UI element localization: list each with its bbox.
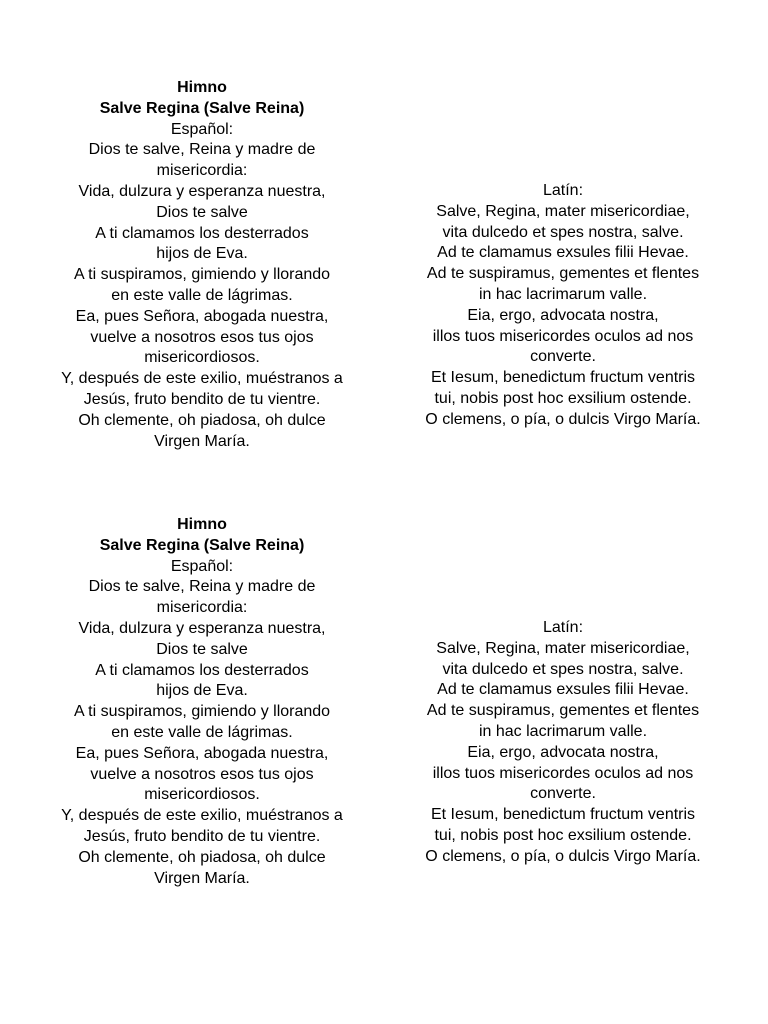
hymn-line: A ti suspiramos, gimiendo y llorando <box>73 266 331 284</box>
hymn-spanish-text-2 <box>0 515 404 889</box>
hymn-line: in hac lacrimarum valle. <box>478 285 648 303</box>
hymn-line: Salve, Regina, mater misericordiae, <box>436 202 690 220</box>
hymn-line: misericordiosos. <box>144 349 260 367</box>
hymn-line: tui, nobis post hoc exsilium ostende. <box>434 389 692 407</box>
hymn-line: misericordiosos. <box>144 786 260 804</box>
spanish-label: Español: <box>170 557 234 575</box>
hymn-line: A ti clamamos los desterrados <box>95 224 309 242</box>
hymn-line: Eia, ergo, advocata nostra, <box>467 306 659 324</box>
hymn-heading: Himno <box>177 79 227 96</box>
hymn-line: vita dulcedo et spes nostra, salve. <box>442 660 684 678</box>
hymn-line: hijos de Eva. <box>156 682 248 700</box>
hymn-line: misericordia: <box>156 599 248 617</box>
hymn-line: Jesús, fruto bendito de tu vientre. <box>83 390 321 408</box>
hymn-line: Dios te salve, Reina y madre de <box>88 578 316 596</box>
hymn-title: Salve Regina (Salve Reina) <box>99 99 305 117</box>
hymn-line: Vida, dulzura y esperanza nuestra, <box>78 619 326 637</box>
hymn-line: Oh clemente, oh piadosa, oh dulce <box>78 848 326 866</box>
hymn-line: en este valle de lágrimas. <box>111 286 293 304</box>
hymn-line: tui, nobis post hoc exsilium ostende. <box>434 826 692 844</box>
hymn-latin-text-2 <box>400 618 726 868</box>
hymn-line: O clemens, o pía, o dulcis Virgo María. <box>425 410 701 428</box>
hymn-line: vuelve a nosotros esos tus ojos <box>90 765 314 783</box>
hymn-line: Y, después de este exilio, muéstranos a <box>61 807 343 825</box>
hymn-title: Salve Regina (Salve Reina) <box>99 536 305 554</box>
hymn-line: A ti suspiramos, gimiendo y llorando <box>73 703 331 721</box>
hymn-line: converte. <box>530 785 596 803</box>
hymn-line: Vida, dulzura y esperanza nuestra, <box>78 182 326 200</box>
hymn-line: Dios te salve, Reina y madre de <box>88 141 316 159</box>
hymn-line: Y, después de este exilio, muéstranos a <box>61 370 343 388</box>
hymn-line: converte. <box>530 348 596 366</box>
hymn-line: Ad te suspiramus, gementes et flentes <box>426 702 700 720</box>
hymn-line: A ti clamamos los desterrados <box>95 661 309 679</box>
latin-label: Latín: <box>542 619 584 636</box>
hymn-line: misericordia: <box>156 162 248 180</box>
hymn-line: Oh clemente, oh piadosa, oh dulce <box>78 411 326 429</box>
hymn-line: in hac lacrimarum valle. <box>478 722 648 740</box>
hymn-line: Dios te salve <box>156 640 248 658</box>
hymn-line: hijos de Eva. <box>156 245 248 263</box>
hymn-latin-text-1 <box>400 181 726 431</box>
hymn-line: O clemens, o pía, o dulcis Virgo María. <box>425 847 701 865</box>
hymn-line: vita dulcedo et spes nostra, salve. <box>442 223 684 241</box>
hymn-line: Ad te clamamus exsules filii Hevae. <box>437 681 689 699</box>
spanish-label: Español: <box>170 120 234 138</box>
hymn-line: Ad te clamamus exsules filii Hevae. <box>437 244 689 262</box>
hymn-line: Ea, pues Señora, abogada nuestra, <box>75 307 329 325</box>
hymn-line: Virgen María. <box>154 869 250 887</box>
hymn-line: illos tuos misericordes oculos ad nos <box>432 764 694 782</box>
hymn-spanish-text-1 <box>0 78 404 452</box>
hymn-line: Ad te suspiramus, gementes et flentes <box>426 265 700 283</box>
hymn-line: Et Iesum, benedictum fructum ventris <box>430 369 696 387</box>
hymn-line: Salve, Regina, mater misericordiae, <box>436 639 690 657</box>
hymn-line: Et Iesum, benedictum fructum ventris <box>430 806 696 824</box>
hymn-line: vuelve a nosotros esos tus ojos <box>90 328 314 346</box>
hymn-line: en este valle de lágrimas. <box>111 723 293 741</box>
hymn-line: Eia, ergo, advocata nostra, <box>467 743 659 761</box>
hymn-line: Virgen María. <box>154 432 250 450</box>
hymn-heading: Himno <box>177 516 227 533</box>
hymn-line: illos tuos misericordes oculos ad nos <box>432 327 694 345</box>
latin-label: Latín: <box>542 182 584 199</box>
hymn-line: Jesús, fruto bendito de tu vientre. <box>83 827 321 845</box>
hymn-line: Ea, pues Señora, abogada nuestra, <box>75 744 329 762</box>
hymn-line: Dios te salve <box>156 203 248 221</box>
